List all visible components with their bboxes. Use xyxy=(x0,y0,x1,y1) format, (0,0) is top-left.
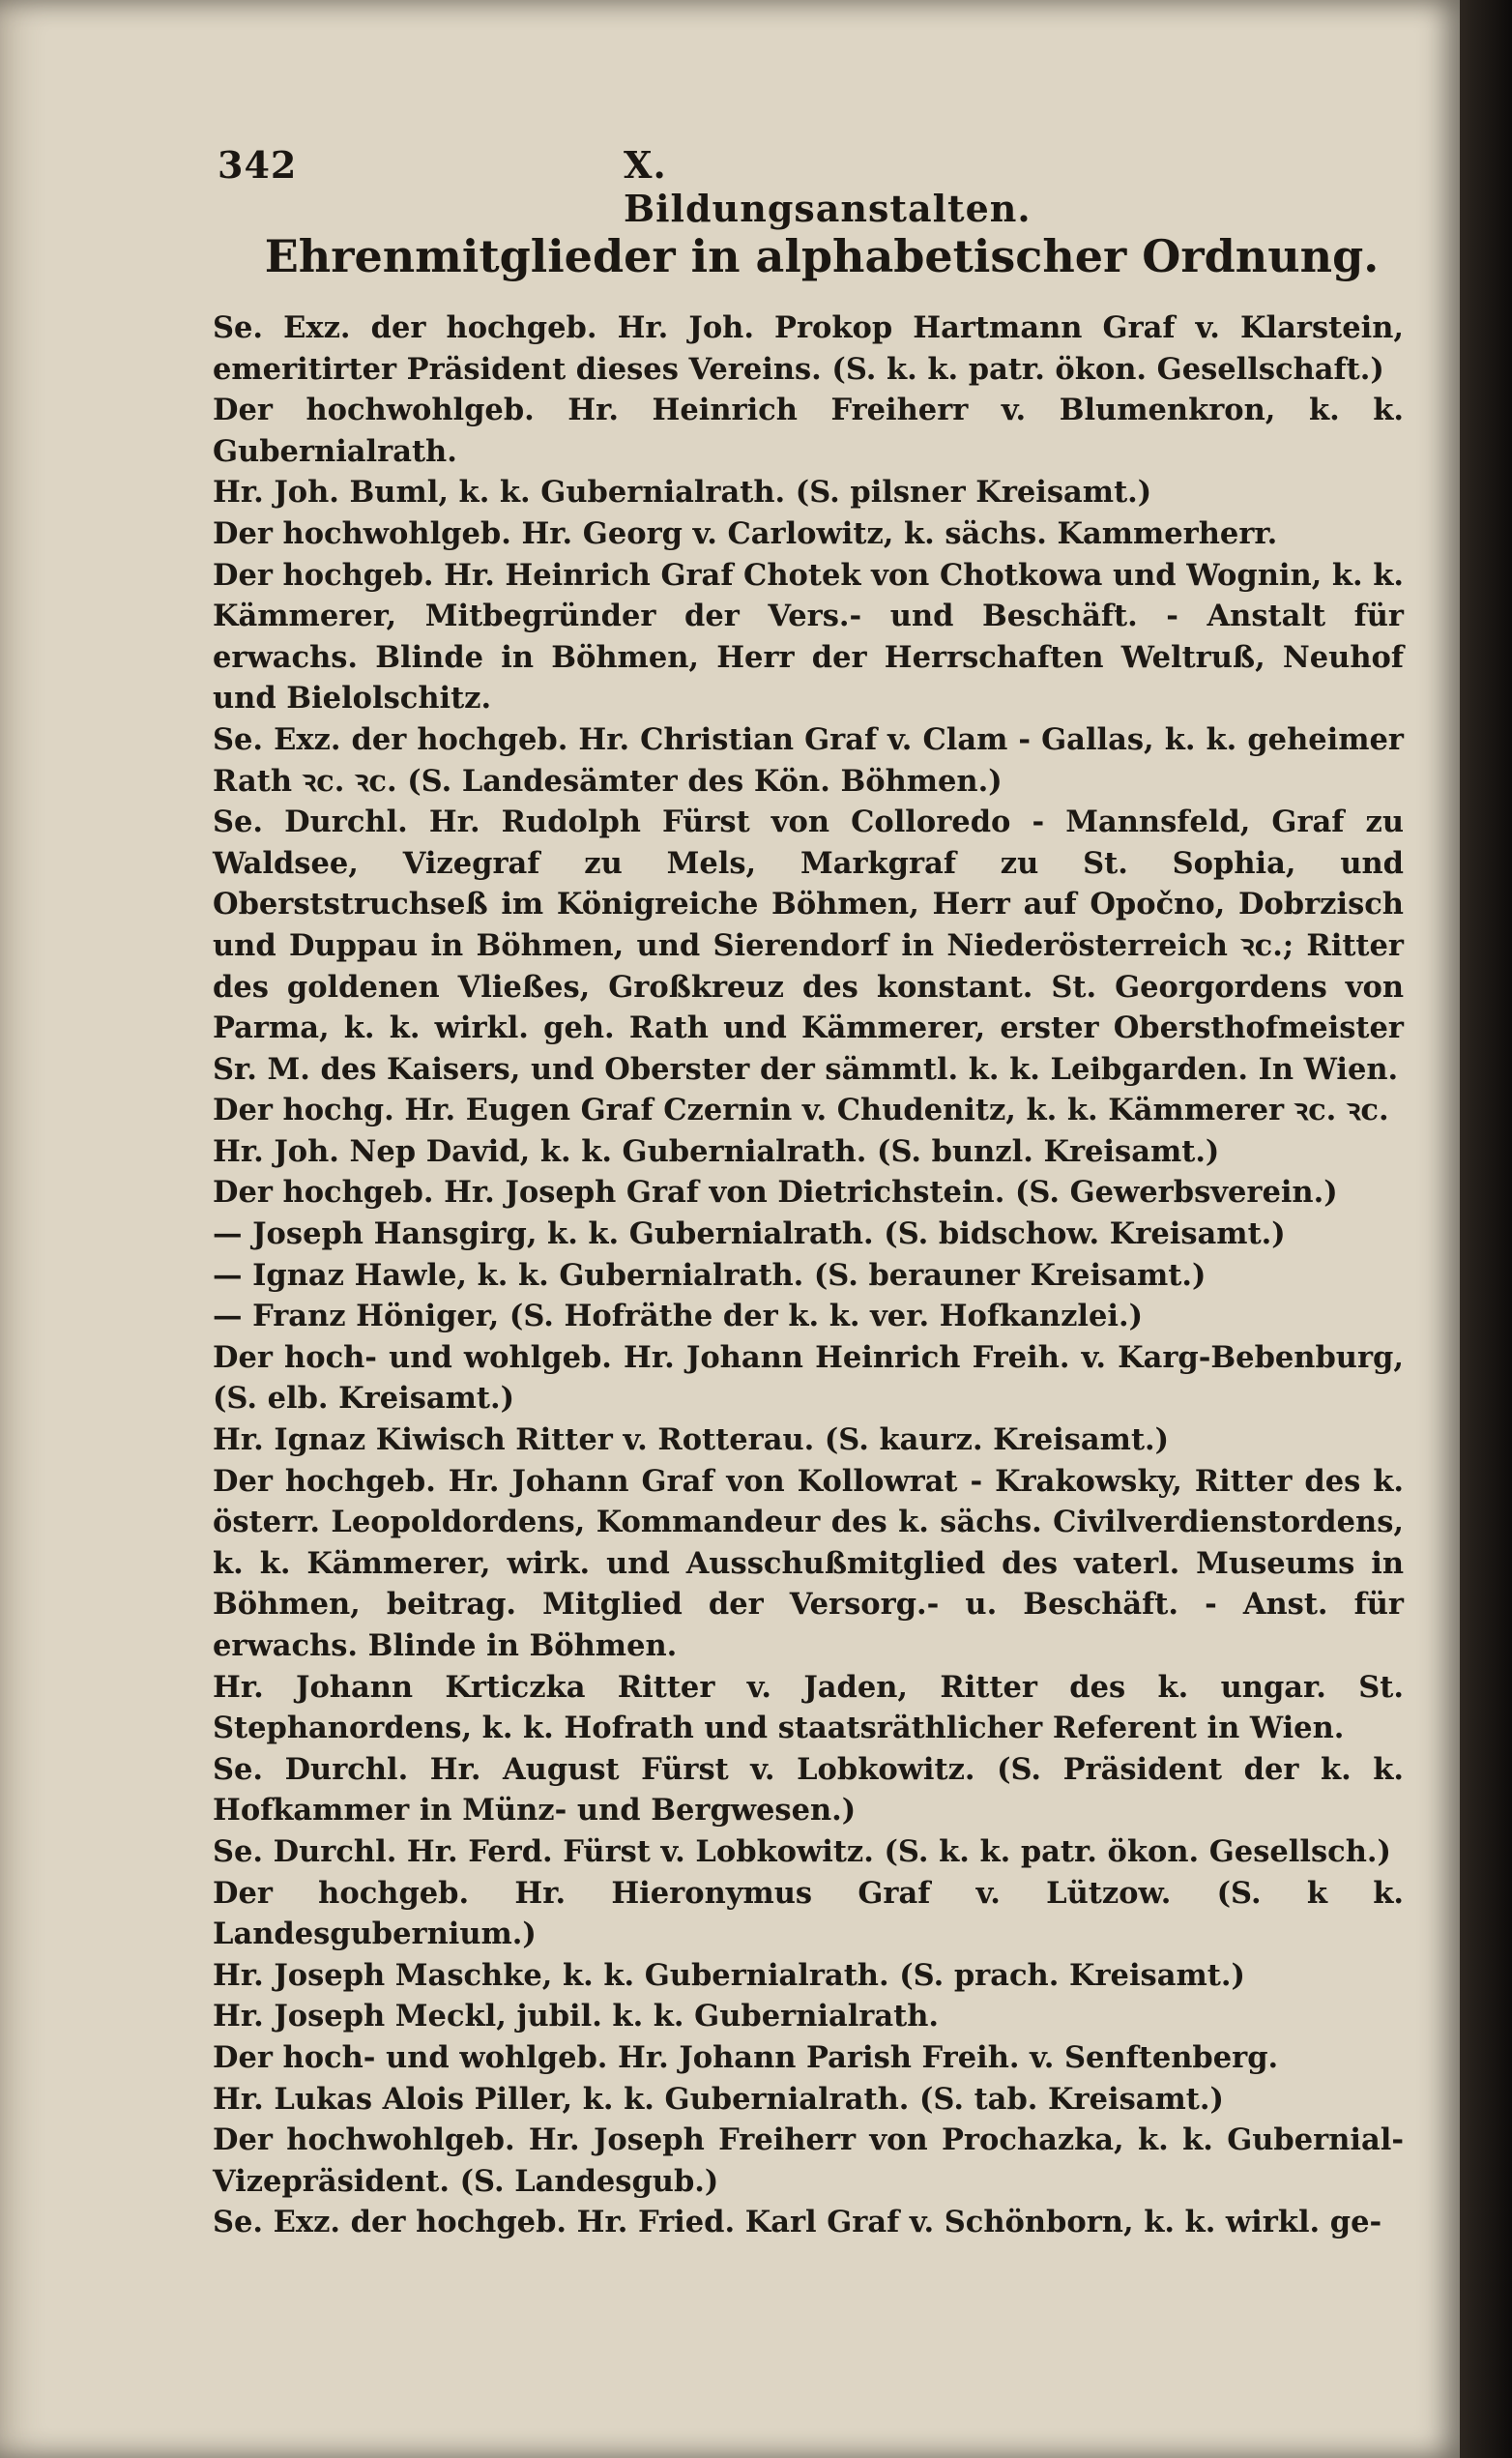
page-edge-shadow xyxy=(1460,0,1512,2458)
list-entry: Der hochg. Hr. Eugen Graf Czernin v. Chudenitz, k. k. Kämmerer ꝛc. ꝛc. xyxy=(213,1093,1389,1128)
list-entry: Der hoch- und wohlgeb. Hr. Johann Parish Freih. v. Senftenberg. xyxy=(213,2039,1279,2075)
list-entry: Der hochwohlgeb. Hr. Georg v. Carlowitz, k. sächs. Kammerherr. xyxy=(213,515,1278,551)
list-entry: Der hochwohlgeb. Hr. Joseph Freiherr von Prochazka, k. k. Gubernial-Vizepräsident. (S. Landesgub.) xyxy=(213,2122,1404,2199)
list-entry: Hr. Lukas Alois Piller, k. k. Gubernialrath. (S. tab. Kreisamt.) xyxy=(213,2081,1224,2117)
list-entry: Se. Exz. der hochgeb. Hr. Joh. Prokop Hartmann Graf v. Klarstein, emeritirter Präsident dieses Vereins. (S. k. k. patr. ökon. Gesellschaft.) xyxy=(213,310,1404,387)
list-entry: Se. Durchl. Hr. August Fürst v. Lobkowitz. (S. Präsident der k. k. Hofkammer in Münz- und Bergwesen.) xyxy=(213,1751,1404,1829)
list-entry: Der hochgeb. Hr. Heinrich Graf Chotek von Chotkowa und Wognin, k. k. Kämmerer, Mitbegründer der Vers.- und Beschäft. - Anstalt für erwachs. Blinde in Böhmen, Herr der Herrschaften Weltruß, Neuhof und Bielolschitz. xyxy=(213,557,1404,717)
running-title: X. Bildungsanstalten. xyxy=(624,143,1032,230)
list-entry: Der hochgeb. Hr. Hieronymus Graf v. Lützow. (S. k k. Landesgubernium.) xyxy=(213,1875,1404,1952)
list-entry: Se. Durchl. Hr. Rudolph Fürst von Colloredo - Mannsfeld, Graf zu Waldsee, Vizegraf zu Mels, Markgraf zu St. Sophia, und Oberststruchseß im Königreiche Böhmen, Herr auf Opočno, Dobrzisch und Duppau in Böhmen, und Sierendorf in Niederösterreich ꝛc.; Ritter des goldenen Vließes, Großkreuz des konstant. St. Georgordens von Parma, k. k. wirkl. geh. Rath und Kämmerer, erster Obersthofmeister Sr. M. des Kaisers, und Oberster der sämmtl. k. k. Leibgarden. In Wien. xyxy=(213,805,1404,1087)
page-number: 342 xyxy=(218,143,298,187)
list-entry: — Franz Höniger, (S. Hofräthe der k. k. ver. Hofkanzlei.) xyxy=(213,1299,1144,1334)
list-entry: Hr. Joseph Meckl, jubil. k. k. Gubernialrath. xyxy=(213,1999,940,2034)
page-header xyxy=(218,143,1032,230)
member-list xyxy=(213,307,1404,2243)
list-entry: Se. Durchl. Hr. Ferd. Fürst v. Lobkowitz. (S. k. k. patr. ökon. Gesellsch.) xyxy=(213,1833,1391,1869)
list-entry: Der hochwohlgeb. Hr. Heinrich Freiherr v. Blumenkron, k. k. Gubernialrath. xyxy=(213,393,1404,469)
list-entry: Hr. Joh. Nep David, k. k. Gubernialrath. (S. bunzl. Kreisamt.) xyxy=(213,1133,1220,1169)
list-entry: Hr. Joh. Buml, k. k. Gubernialrath. (S. pilsner Kreisamt.) xyxy=(213,475,1152,511)
list-entry: Der hochgeb. Hr. Joseph Graf von Dietrichstein. (S. Gewerbsverein.) xyxy=(213,1175,1338,1211)
list-entry: Se. Exz. der hochgeb. Hr. Fried. Karl Graf v. Schönborn, k. k. wirkl. ge- xyxy=(213,2205,1382,2240)
section-title: Ehrenmitglieder in alphabetischer Ordnung. xyxy=(264,230,1380,282)
list-entry: — Joseph Hansgirg, k. k. Gubernialrath. (S. bidschow. Kreisamt.) xyxy=(213,1216,1286,1252)
list-entry: — Ignaz Hawle, k. k. Gubernialrath. (S. berauner Kreisamt.) xyxy=(213,1257,1207,1293)
list-entry: Der hoch- und wohlgeb. Hr. Johann Heinrich Freih. v. Karg-Bebenburg, (S. elb. Kreisamt.) xyxy=(213,1339,1404,1417)
list-entry: Der hochgeb. Hr. Johann Graf von Kollowrat - Krakowsky, Ritter des k. österr. Leopoldordens, Kommandeur des k. sächs. Civilverdienstordens, k. k. Kämmerer, wirk. und Ausschußmitglied des vaterl. Museums in Böhmen, beitrag. Mitglied der Versorg.- u. Beschäft. - Anst. für erwachs. Blinde in Böhmen. xyxy=(213,1463,1404,1663)
list-entry: Hr. Ignaz Kiwisch Ritter v. Rotterau. (S. kaurz. Kreisamt.) xyxy=(213,1422,1170,1458)
list-entry: Hr. Joseph Maschke, k. k. Gubernialrath. (S. prach. Kreisamt.) xyxy=(213,1957,1245,1993)
list-entry: Se. Exz. der hochgeb. Hr. Christian Graf v. Clam - Gallas, k. k. geheimer Rath ꝛc. ꝛc. (S. Landesämter des Kön. Böhmen.) xyxy=(213,721,1404,799)
list-entry: Hr. Johann Krticzka Ritter v. Jaden, Ritter des k. ungar. St. Stephanordens, k. k. Hofrath und staatsräthlicher Referent in Wien. xyxy=(213,1669,1404,1746)
